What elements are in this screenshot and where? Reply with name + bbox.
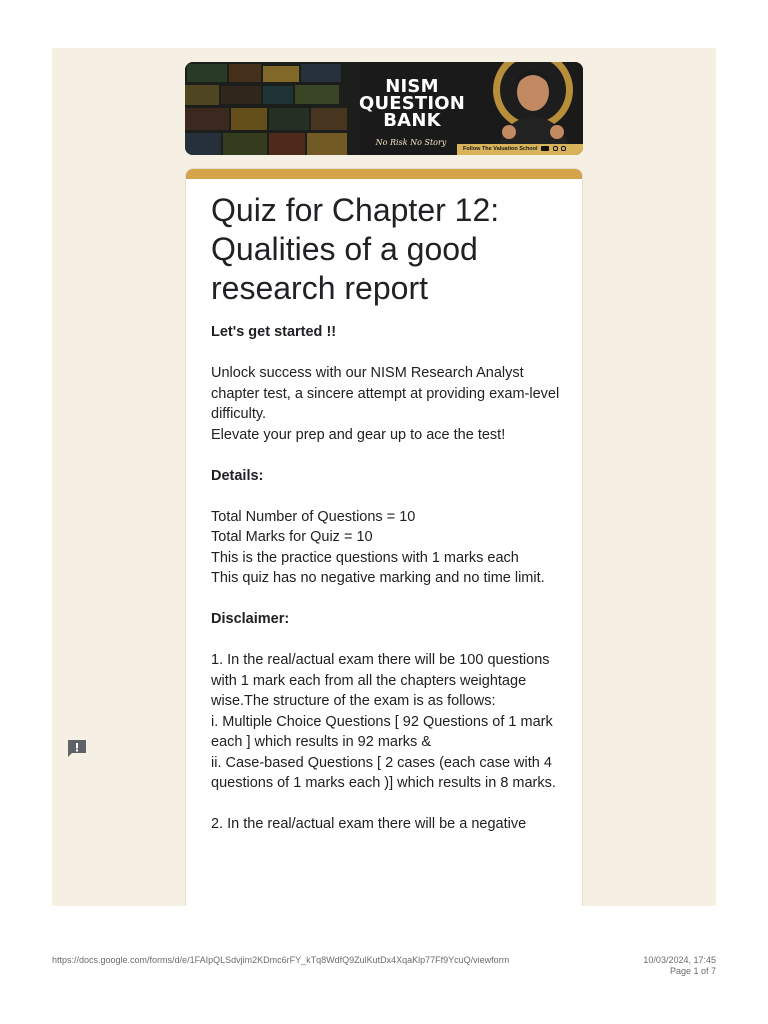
footer-url: https://docs.google.com/forms/d/e/1FAIpQLSdvjim2KDmc6rFY_kTq8WdfQ9ZulKutDx4XqaKlp77Ff9YcuQ/viewform bbox=[52, 955, 510, 965]
disclaimer-point-2: 2. In the real/actual exam there will be a negative bbox=[211, 816, 527, 832]
intro-heading: Let's get started !! bbox=[211, 324, 337, 340]
instagram-icon bbox=[553, 146, 558, 151]
header-banner-image bbox=[185, 62, 583, 155]
details-text: Total Number of Questions = 10 Total Marks for Quiz = 10 This is the practice questions with 1 marks each This quiz has no negative marking and no time limit. bbox=[211, 508, 545, 586]
banner-title bbox=[357, 78, 467, 129]
card-accent-bar bbox=[186, 169, 582, 179]
intro-text: Unlock success with our NISM Research Analyst chapter test, a sincere attempt at providing exam-level difficulty. Elevate your prep and gear up to ace the test! bbox=[211, 365, 560, 443]
disclaimer-heading: Disclaimer: bbox=[211, 611, 290, 627]
youtube-icon bbox=[541, 146, 549, 151]
form-title: Quiz for Chapter 12: Qualities of a good research report bbox=[211, 192, 500, 306]
footer-meta bbox=[643, 955, 716, 977]
follow-strip bbox=[457, 144, 583, 155]
whatsapp-icon bbox=[561, 146, 566, 151]
presenter-photo bbox=[475, 62, 583, 155]
footer-timestamp: 10/03/2024, 17:45 bbox=[643, 955, 716, 965]
follow-text: Follow The Valuation School bbox=[463, 146, 538, 152]
video-collage-graphic bbox=[185, 62, 360, 155]
form-header-card bbox=[185, 168, 583, 906]
report-feedback-icon[interactable] bbox=[66, 738, 88, 758]
banner-title-line-2: QUESTION bbox=[358, 93, 466, 114]
banner-tagline: No Risk No Story bbox=[375, 138, 447, 147]
form-description bbox=[211, 191, 561, 835]
details-heading: Details: bbox=[211, 467, 264, 484]
footer-page-number: Page 1 of 7 bbox=[669, 966, 716, 976]
banner-title-line-1: NISM bbox=[385, 76, 439, 97]
disclaimer-point-1: 1. In the real/actual exam there will be 100 questions with 1 mark each from all the chapters weightage wise.The structure of the exam is as follows: i. Multiple Choice Questions [ 92 Questions of 1 mark each ] which results in 92 marks & ii. Case-based Questions [ 2 cases (each case with 4 questions of 1 marks each )] which results in 8 marks. bbox=[211, 652, 556, 791]
form-page-background bbox=[52, 48, 716, 906]
banner-title-line-3: BANK bbox=[383, 110, 441, 131]
